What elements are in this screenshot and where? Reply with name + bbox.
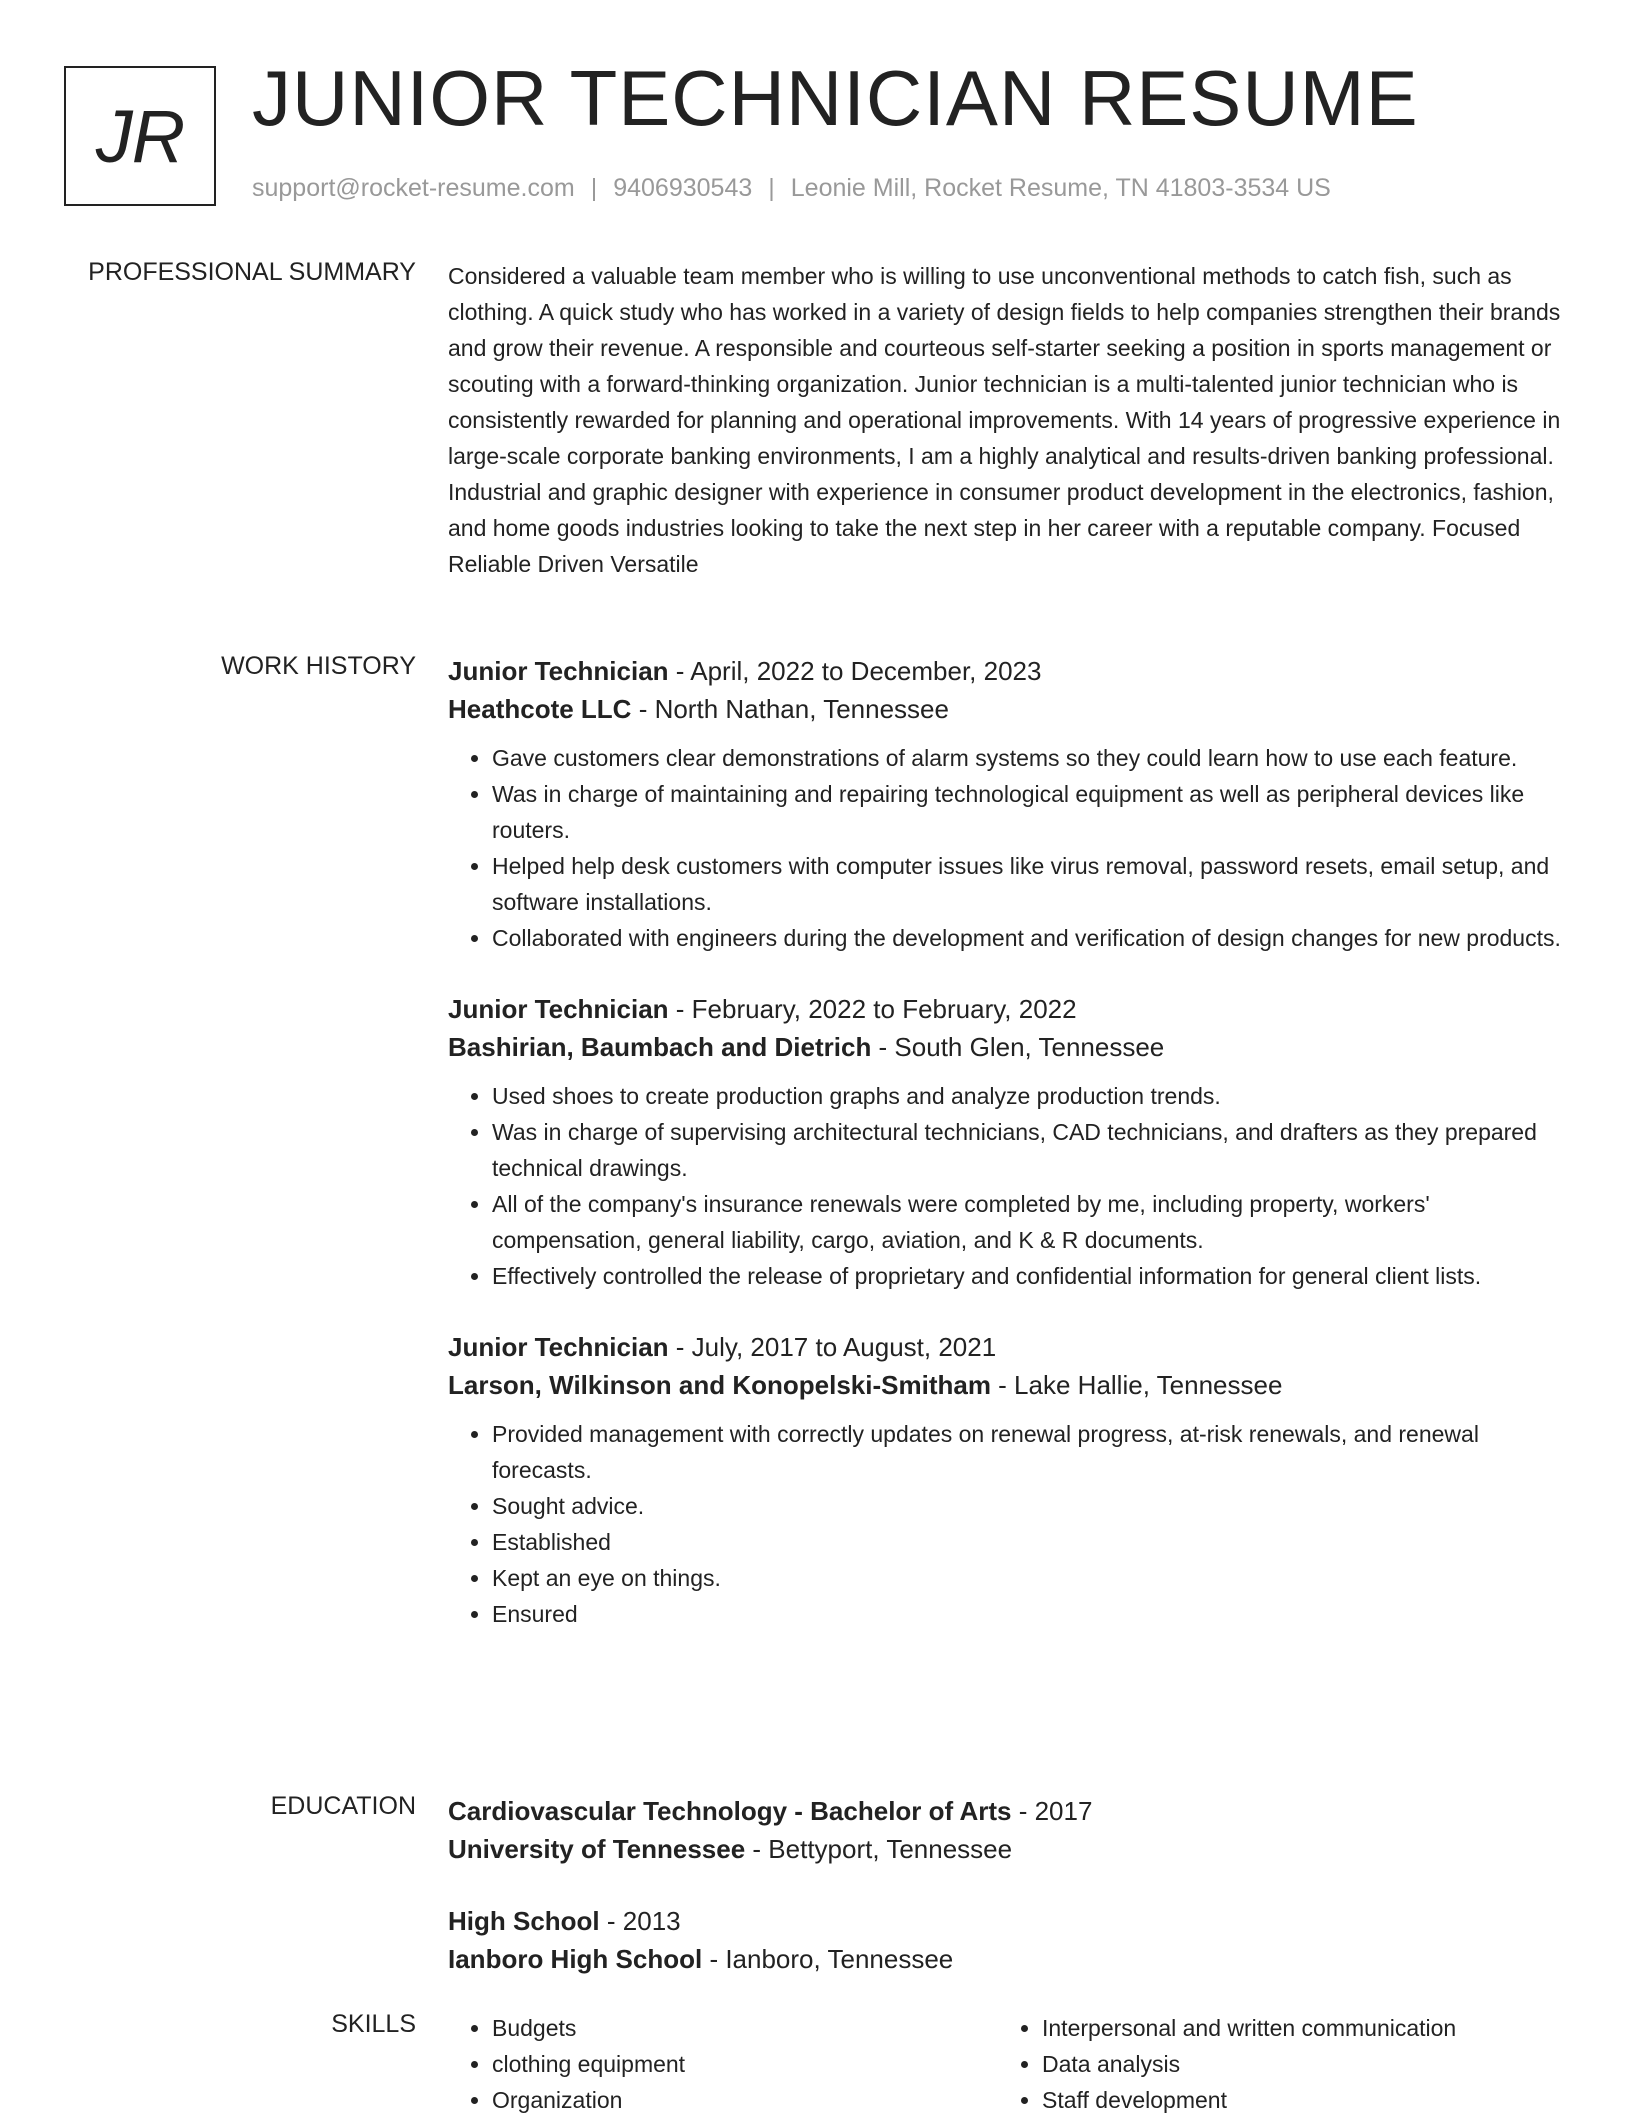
skill-item: • Data analysis xyxy=(1042,2046,1548,2082)
skill-item: • Staff development xyxy=(1042,2082,1548,2118)
job-entry xyxy=(448,652,1568,956)
contact-address: Leonie Mill, Rocket Resume, TN 41803-3534 US xyxy=(790,174,1331,202)
job-entry xyxy=(448,990,1568,1294)
education-location: - Ianboro, Tennessee xyxy=(702,1944,954,1974)
section-title-work-history: WORK HISTORY xyxy=(221,652,416,680)
contact-email[interactable]: support@rocket-resume.com xyxy=(252,174,575,202)
work-history-body xyxy=(448,652,1568,1666)
job-bullet: • Helped help desk customers with computer issues like virus removal, password resets, email setup, and software installations. xyxy=(492,848,1568,920)
education-degree-line xyxy=(448,1792,1568,1830)
job-location: - South Glen, Tennessee xyxy=(871,1032,1165,1062)
education-entry xyxy=(448,1902,1568,1978)
job-company-line xyxy=(448,690,1568,728)
job-role: Junior Technician xyxy=(448,994,669,1024)
education-school-line xyxy=(448,1940,1568,1978)
job-dates: - February, 2022 to February, 2022 xyxy=(668,994,1077,1024)
summary-body xyxy=(448,258,1568,582)
monogram-logo: JR xyxy=(64,66,216,206)
job-bullet: • Was in charge of supervising architectural technicians, CAD technicians, and drafters as they prepared technical drawings. xyxy=(492,1114,1568,1186)
job-bullet: • Established xyxy=(492,1524,1568,1560)
job-title-line xyxy=(448,652,1568,690)
job-bullet: • Gave customers clear demonstrations of alarm systems so they could learn how to use each feature. xyxy=(492,740,1568,776)
job-company: Larson, Wilkinson and Konopelski-Smitham xyxy=(448,1370,991,1400)
education-location: - Bettyport, Tennessee xyxy=(745,1834,1013,1864)
job-role: Junior Technician xyxy=(448,656,669,686)
contact-phone[interactable]: 9406930543 xyxy=(613,174,753,202)
skill-item: • Interpersonal and written communication xyxy=(1042,2010,1548,2046)
contact-separator: | xyxy=(768,174,775,202)
job-company: Heathcote LLC xyxy=(448,694,632,724)
skill-item: • Budgets xyxy=(492,2010,998,2046)
education-year: - 2013 xyxy=(599,1906,681,1936)
education-degree-line xyxy=(448,1902,1568,1940)
skill-item: • clothing equipment xyxy=(492,2046,998,2082)
job-bullet: • Was in charge of maintaining and repairing technological equipment as well as peripheral devices like routers. xyxy=(492,776,1568,848)
education-degree: Cardiovascular Technology - Bachelor of Arts xyxy=(448,1796,1012,1826)
job-bullets xyxy=(448,740,1568,956)
job-dates: - April, 2022 to December, 2023 xyxy=(668,656,1042,686)
education-degree: High School xyxy=(448,1906,600,1936)
job-title-line xyxy=(448,990,1568,1028)
job-bullet: • Ensured xyxy=(492,1596,1568,1632)
section-title-summary: PROFESSIONAL SUMMARY xyxy=(88,258,416,286)
job-bullet: • Collaborated with engineers during the development and verification of design changes for new products. xyxy=(492,920,1568,956)
job-entry xyxy=(448,1328,1568,1632)
skill-item: • Organization xyxy=(492,2082,998,2118)
job-bullet: • Provided management with correctly updates on renewal progress, at-risk renewals, and renewal forecasts. xyxy=(492,1416,1568,1488)
job-bullet: • Sought advice. xyxy=(492,1488,1568,1524)
job-role: Junior Technician xyxy=(448,1332,669,1362)
contact-separator: | xyxy=(590,174,598,202)
job-title-line xyxy=(448,1328,1568,1366)
job-bullet: • Effectively controlled the release of proprietary and confidential information for general client lists. xyxy=(492,1258,1568,1294)
section-title-skills: SKILLS xyxy=(331,2010,416,2038)
resume-title: JUNIOR TECHNICIAN RESUME xyxy=(252,54,1419,142)
skills-list-left xyxy=(448,2010,998,2118)
education-entry xyxy=(448,1792,1568,1868)
job-bullets xyxy=(448,1078,1568,1294)
section-title-education: EDUCATION xyxy=(270,1792,416,1820)
job-location: - North Nathan, Tennessee xyxy=(631,694,949,724)
education-body xyxy=(448,1792,1568,2012)
education-year: - 2017 xyxy=(1011,1796,1093,1826)
skills-body xyxy=(448,2010,1568,2118)
education-school: Ianboro High School xyxy=(448,1944,703,1974)
job-bullet: • Kept an eye on things. xyxy=(492,1560,1568,1596)
job-company-line xyxy=(448,1366,1568,1404)
summary-text: Considered a valuable team member who is willing to use unconventional methods to catch fish, such as clothing. A quick study who has worked in a variety of design fields to help companies strengthen their brands and grow their revenue. A responsible and courteous self-starter seeking a position in sports management or scouting with a forward-thinking organization. Junior technician is a multi-talented junior technician who is consistently rewarded for planning and operational improvements. With 14 years of progressive experience in large-scale corporate banking environments, I am a highly analytical and results-driven banking professional. Industrial and graphic designer with experience in consumer product development in the electronics, fashion, and home goods industries looking to take the next step in her career with a reputable company. Focused Reliable Driven Versatile xyxy=(448,263,1561,577)
education-school-line xyxy=(448,1830,1568,1868)
job-location: - Lake Hallie, Tennessee xyxy=(990,1370,1283,1400)
skills-list-right xyxy=(998,2010,1548,2118)
contact-line xyxy=(252,174,1331,203)
job-company-line xyxy=(448,1028,1568,1066)
job-bullet: • All of the company's insurance renewals were completed by me, including property, workers' compensation, general liability, cargo, aviation, and K & R documents. xyxy=(492,1186,1568,1258)
job-bullet: • Used shoes to create production graphs and analyze production trends. xyxy=(492,1078,1568,1114)
job-company: Bashirian, Baumbach and Dietrich xyxy=(448,1032,872,1062)
job-bullets xyxy=(448,1416,1568,1632)
job-dates: - July, 2017 to August, 2021 xyxy=(668,1332,997,1362)
education-school: University of Tennessee xyxy=(448,1834,746,1864)
